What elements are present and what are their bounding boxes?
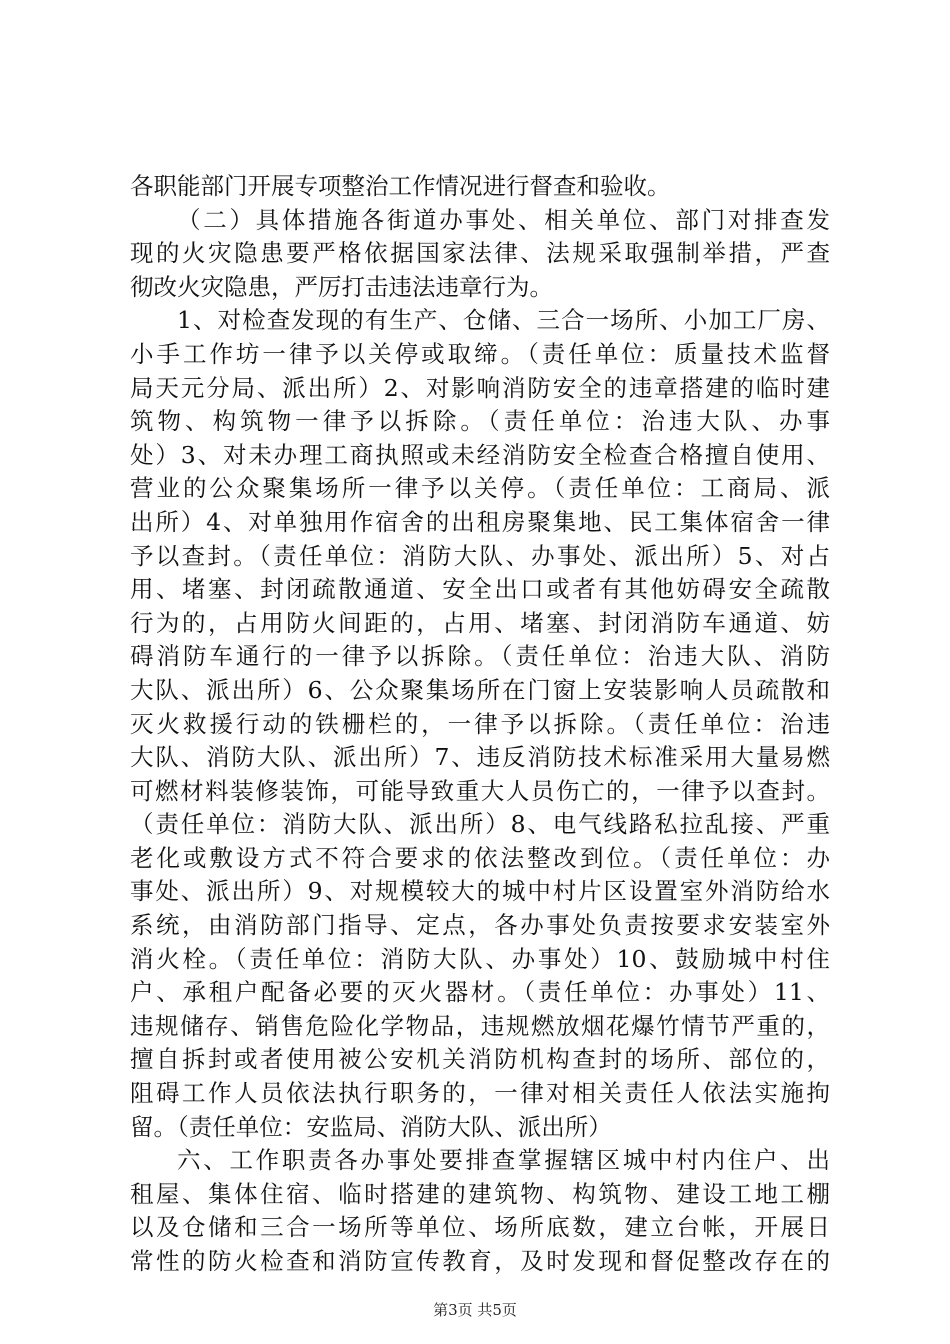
text-line: 事处、派出所）9、对规模较大的城中村片区设置室外消防给水 [130, 877, 830, 906]
text-line: 1、对检查发现的有生产、仓储、三合一场所、小加工厂房、 [177, 306, 830, 335]
text-line: 系统，由消防部门指导、定点，各办事处负责按要求安装室外 [130, 911, 830, 940]
text-line: 营业的公众聚集场所一律予以关停。（责任单位：工商局、派 [130, 474, 830, 503]
text-line: 处）3、对未办理工商执照或未经消防安全检查合格擅自使用、 [130, 440, 830, 469]
text-line: 彻改火灾隐患，严厉打击违法违章行为。 [130, 272, 553, 301]
text-line: 小手工作坊一律予以关停或取缔。（责任单位：质量技术监督 [130, 339, 830, 368]
document-body [130, 170, 830, 1279]
text-line: 常性的防火检查和消防宣传教育，及时发现和督促整改存在的 [130, 1247, 830, 1275]
text-line: 大队、消防大队、派出所）7、违反消防技术标准采用大量易燃 [130, 743, 830, 772]
text-line: 阻碍工作人员依法执行职务的，一律对相关责任人依法实施拘 [130, 1079, 830, 1108]
text-line: 六、工作职责各办事处要排查掌握辖区城中村内住户、出 [177, 1146, 830, 1175]
text-line: 老化或敷设方式不符合要求的依法整改到位。（责任单位：办 [130, 843, 830, 872]
text-line: 可燃材料装修装饰，可能导致重大人员伤亡的，一律予以查封。 [130, 776, 830, 805]
text-line: 留。（责任单位：安监局、消防大队、派出所） [130, 1112, 612, 1141]
text-line: 筑物、构筑物一律予以拆除。（责任单位：治违大队、办事 [130, 407, 830, 436]
page-footer: 第3页 共5页 [433, 1301, 517, 1319]
text-line: 碍消防车通行的一律予以拆除。（责任单位：治违大队、消防 [130, 642, 830, 671]
text-line: 消火栓。（责任单位：消防大队、办事处）10、鼓励城中村住 [130, 944, 830, 973]
text-line: 现的火灾隐患要严格依据国家法律、法规采取强制举措，严查 [130, 239, 830, 268]
text-line: 以及仓储和三合一场所等单位、场所底数，建立台帐，开展日 [130, 1213, 830, 1242]
text-line: 出所）4、对单独用作宿舍的出租房聚集地、民工集体宿舍一律 [130, 507, 830, 536]
text-line: 租屋、集体住宿、临时搭建的建筑物、构筑物、建设工地工棚 [130, 1179, 830, 1208]
text-line: （二）具体措施各街道办事处、相关单位、部门对排查发 [177, 205, 830, 234]
text-line: （责任单位：消防大队、派出所）8、电气线路私拉乱接、严重 [130, 810, 830, 839]
text-line: 大队、派出所）6、公众聚集场所在门窗上安装影响人员疏散和 [130, 675, 830, 704]
text-line: 用、堵塞、封闭疏散通道、安全出口或者有其他妨碍安全疏散 [130, 575, 830, 604]
text-line: 灭火救援行动的铁栅栏的，一律予以拆除。（责任单位：治违 [130, 709, 830, 738]
text-line: 局天元分局、派出所）2、对影响消防安全的违章搭建的临时建 [130, 373, 830, 402]
text-line: 擅自拆封或者使用被公安机关消防机构查封的场所、部位的， [130, 1045, 830, 1074]
text-line: 予以查封。（责任单位：消防大队、办事处、派出所）5、对占 [130, 541, 830, 570]
text-line: 行为的，占用防火间距的，占用、堵塞、封闭消防车通道、妨 [130, 608, 830, 637]
text-line: 户、承租户配备必要的灭火器材。（责任单位：办事处）11、 [130, 978, 830, 1007]
text-line: 违规储存、销售危险化学物品，违规燃放烟花爆竹情节严重的， [130, 1011, 830, 1040]
text-line: 各职能部门开展专项整治工作情况进行督查和验收。 [130, 172, 671, 200]
